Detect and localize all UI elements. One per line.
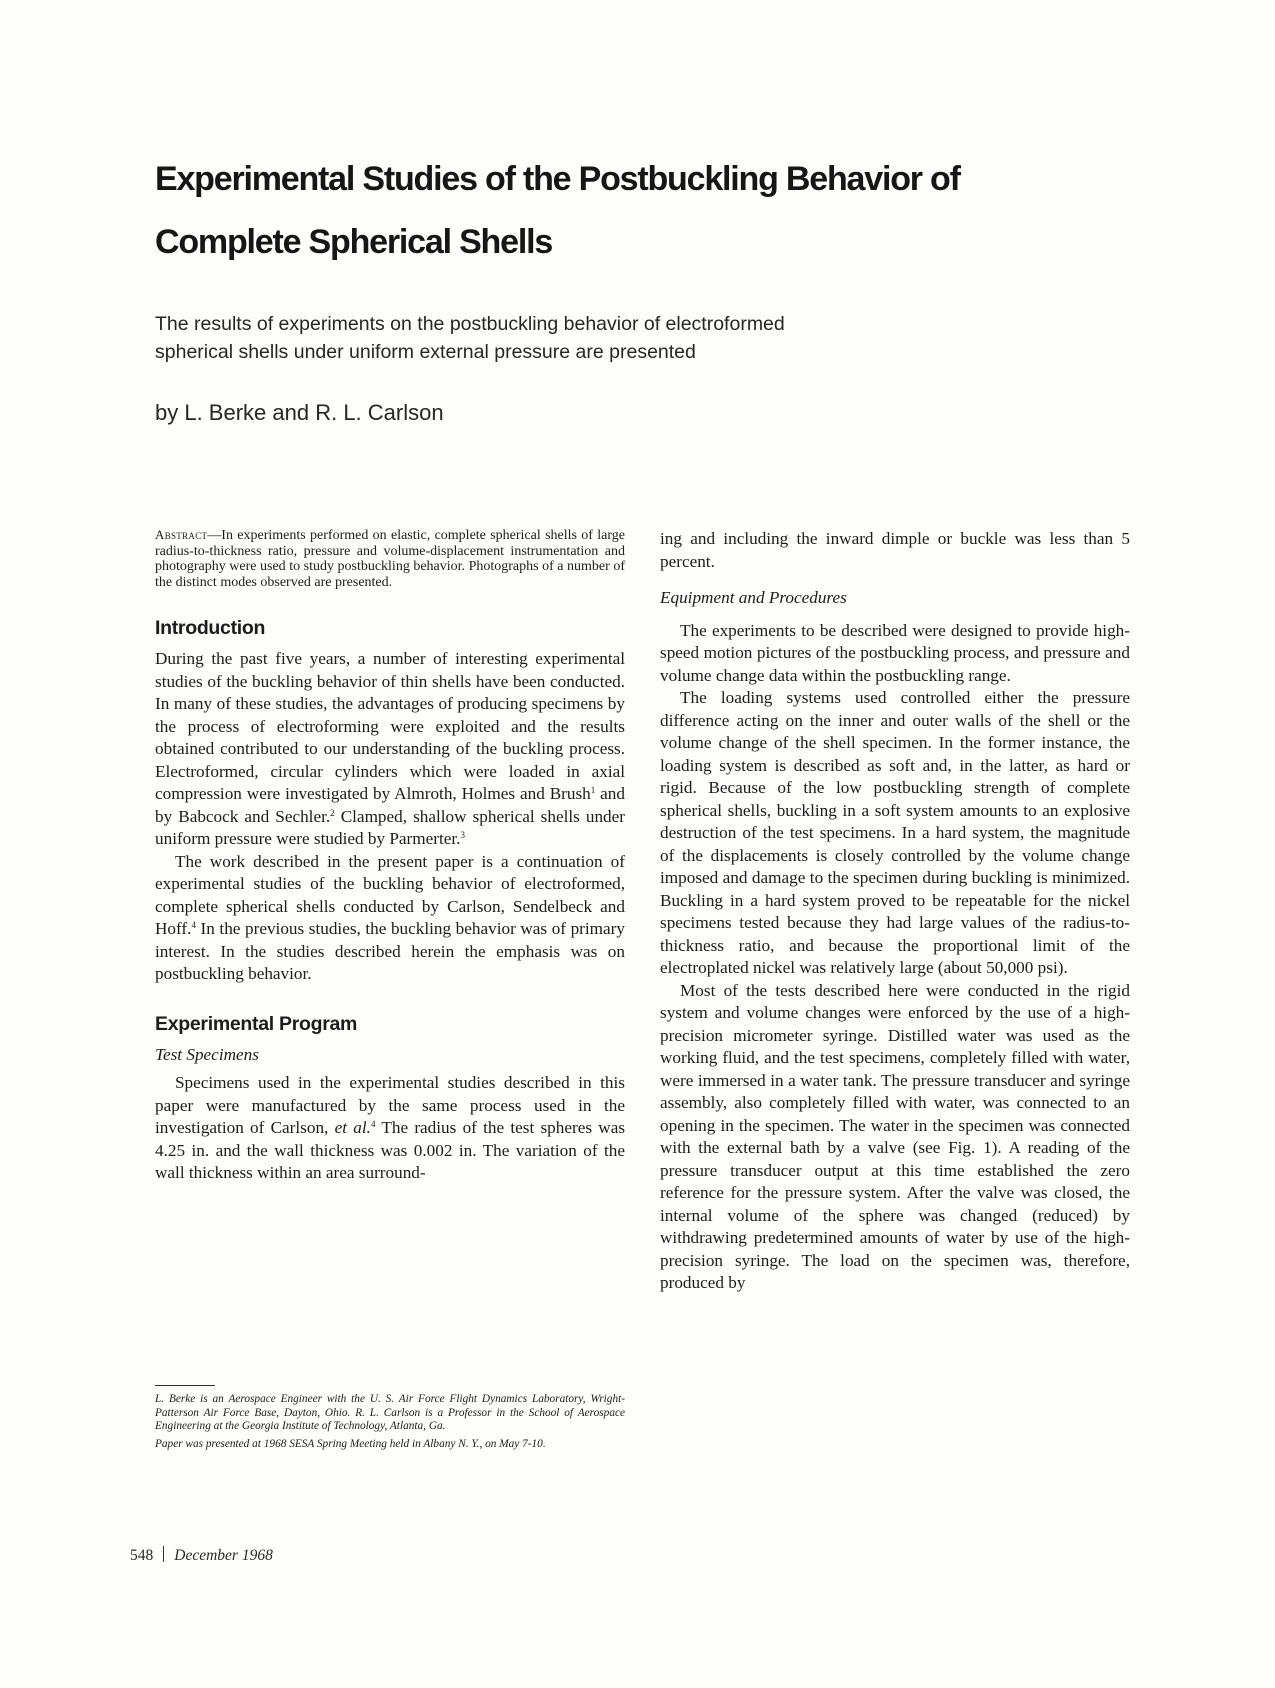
author-footnote: L. Berke is an Aerospace Engineer with the U. S. Air Force Flight Dynamics Laboratory, Wright-Patterson Air Force Base, Dayton, Ohio. R. L. Carlson is a Professor in the School of Aerospace Engineering at the Georgia Institute of Technology, Atlanta, Ga. xyxy=(155,1393,625,1433)
intro-p1-text-b: and by Babcock and Sechler. xyxy=(155,784,625,826)
title-line-2: Complete Spherical Shells xyxy=(155,223,553,261)
specimens-text-a: Specimens used in the experimental studies described in this paper were manufactured by the same process used in the investigation of Carlson, xyxy=(155,1073,625,1137)
introduction-paragraph-1 xyxy=(155,648,625,851)
reference-marker: 4 xyxy=(370,1119,376,1129)
intro-p2-text-a: The work described in the present paper is a continuation of experimental studies of the buckling behavior of electroformed, complete spherical shells conducted by Carlson, Sendelbeck and Hoff. xyxy=(155,851,625,938)
continued-paragraph: ing and including the inward dimple or buckle was less than 5 percent. xyxy=(660,529,1130,571)
reference-marker: 2 xyxy=(330,807,335,818)
test-specimens-subheading: Test Specimens xyxy=(155,1044,259,1064)
abstract xyxy=(155,527,625,590)
title-line-1: Experimental Studies of the Postbuckling Behavior of xyxy=(155,160,960,198)
issue-date: December 1968 xyxy=(174,1547,273,1564)
abstract-text: —In experiments performed on elastic, complete spherical shells of large radius-to-thickness ratio, pressure and volume-displacement instrumentation and photography were used to study postbuckling behavior. Photographs of a number of the distinct modes observed are presented. xyxy=(155,528,625,590)
footnote-rule xyxy=(155,1385,215,1386)
introduction-heading: Introduction xyxy=(155,617,266,639)
test-specimens-paragraph xyxy=(155,1072,625,1185)
intro-p2-text-b: In the previous studies, the buckling behavior was of primary interest. In the studies described herein the emphasis was on postbuckling behavior. xyxy=(155,919,625,983)
introduction-paragraph-2 xyxy=(155,851,625,986)
paper-title xyxy=(155,148,1155,274)
footnotes xyxy=(155,1393,625,1455)
presentation-footnote: Paper was presented at 1968 SESA Spring Meeting held in Albany N. Y., on May 7-10. xyxy=(155,1437,546,1450)
intro-p1-text-c: Clamped, shallow spherical shells under uniform pressure were studied by Parmerter. xyxy=(155,806,625,848)
author-byline: by L. Berke and R. L. Carlson xyxy=(155,400,444,425)
right-column xyxy=(660,528,1130,1295)
paper-subtitle xyxy=(155,310,915,366)
equipment-paragraph-1: The experiments to be described were designed to provide high-speed motion pictures of the postbuckling process, and pressure and volume change data within the postbuckling range. xyxy=(660,620,1130,685)
intro-p1-text-a: During the past five years, a number of interesting experimental studies of the buckling behavior of thin shells have been conducted. In many of these studies, the advantages of producing specimens by the process of electroforming were exploited and the results obtained contributed to our understanding of the buckling process. Electroformed, circular cylinders which were loaded in axial compression were investigated by Almroth, Holmes and Brush xyxy=(155,649,625,803)
reference-marker: 1 xyxy=(590,785,596,795)
experimental-program-heading: Experimental Program xyxy=(155,1012,358,1035)
subtitle-line-1: The results of experiments on the postbuckling behavior of electroformed xyxy=(155,313,785,335)
equipment-paragraph-3: Most of the tests described here were conducted in the rigid system and volume changes were enforced by the use of a high-precision micrometer syringe. Distilled water was used as the working fluid, and the test specimens, completely filled with water, were immersed in a water tank. The pressure transducer and syringe assembly, also completely filled with water, was connected to an opening in the specimen. The water in the specimen was connected with the external bath by a valve (see Fig. 1). A reading of the pressure transducer output at this time established the zero reference for the pressure system. After the valve was closed, the internal volume of the sphere was changed (reduced) by withdrawing predetermined amounts of water by use of the high-precision syringe. The load on the specimen was, therefore, produced by xyxy=(660,980,1130,1292)
reference-marker: 4 xyxy=(191,920,196,930)
page-footer xyxy=(130,1546,273,1565)
et-al: et al. xyxy=(334,1118,371,1137)
subtitle-line-2: spherical shells under uniform external pressure are presented xyxy=(155,341,696,363)
specimens-text-b: The radius of the test spheres was 4.25 in. and the wall thickness was 0.002 in. The variation of the wall thickness within an area surround- xyxy=(155,1118,626,1182)
left-column xyxy=(155,527,625,1185)
footer-divider xyxy=(163,1546,164,1562)
abstract-label: Abstract xyxy=(155,527,208,542)
reference-marker: 3 xyxy=(460,830,465,840)
equipment-procedures-subheading: Equipment and Procedures xyxy=(660,588,847,607)
page-number: 548 xyxy=(130,1547,154,1564)
equipment-paragraph-2: The loading systems used controlled either the pressure difference acting on the inner and outer walls of the shell or the volume change of the shell specimen. In the former instance, the loading system is described as soft and, in the latter, as hard or rigid. Because of the low postbuckling strength of complete spherical shells, buckling in a soft system amounts to an explosive destruction of the test specimens. In a hard system, the magnitude of the displacements is closely controlled by the volume change imposed and damage to the specimen during buckling is minimized. Buckling in a hard system proved to be repeatable for the nickel specimens tested because they had large values of the radius-to-thickness ratio, and because the proportional limit of the electroplated nickel was relatively large (about 50,000 psi). xyxy=(660,688,1130,977)
